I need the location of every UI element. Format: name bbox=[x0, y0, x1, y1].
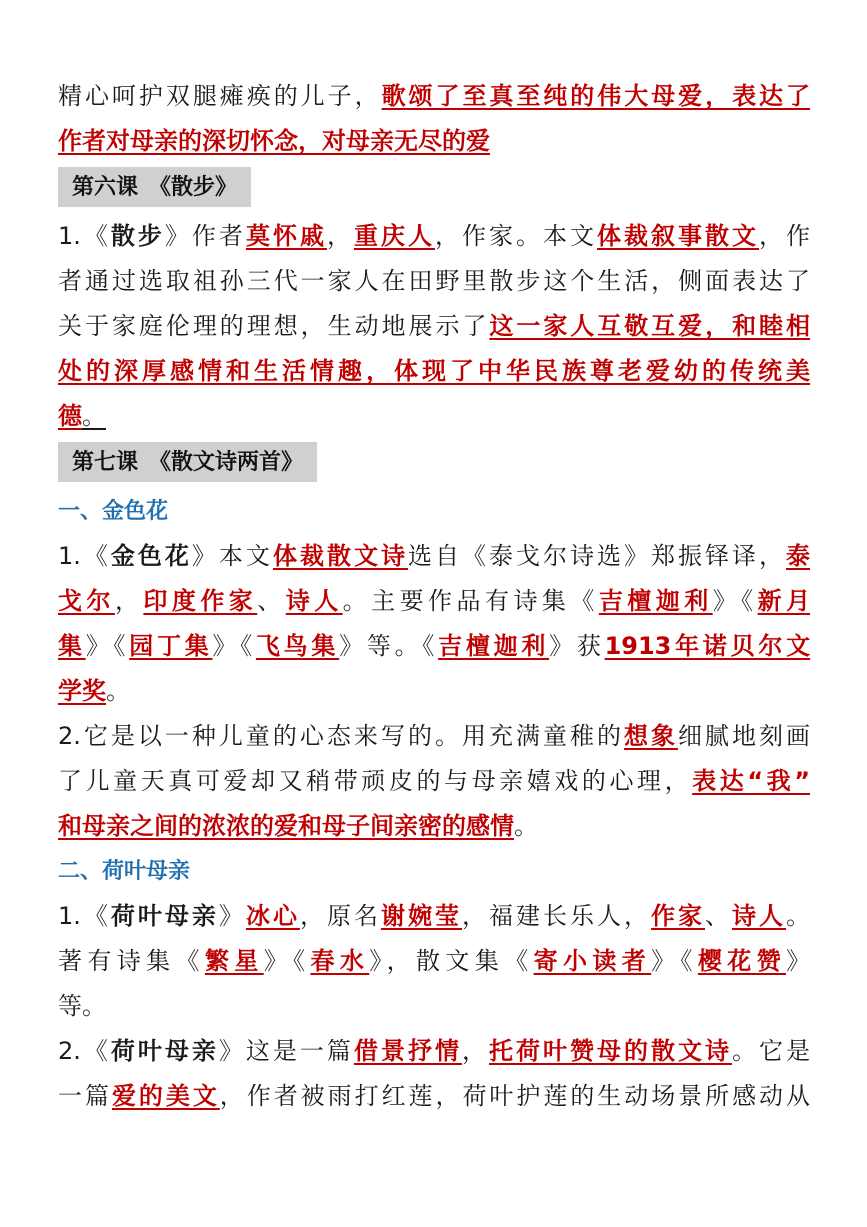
text-line bbox=[58, 349, 810, 394]
document-page bbox=[58, 74, 810, 1119]
highlighted-text: 集 bbox=[58, 632, 86, 660]
text-line bbox=[58, 119, 810, 164]
section-heading: 一、金色花 bbox=[58, 499, 169, 524]
highlighted-text: 想象 bbox=[623, 722, 678, 750]
text-span: 》《 bbox=[651, 947, 698, 975]
text-span: 》，散文集《 bbox=[369, 947, 534, 975]
text-span: 1.《 bbox=[58, 902, 111, 930]
text-line bbox=[58, 214, 810, 259]
text-line bbox=[58, 624, 810, 669]
highlighted-text: 重庆人 bbox=[353, 222, 435, 250]
highlighted-text: 新月 bbox=[757, 587, 811, 615]
text-span: 、 bbox=[705, 902, 733, 930]
text-span: 》 bbox=[218, 902, 246, 930]
highlighted-text: 春水 bbox=[310, 947, 370, 975]
text-span: 一篇 bbox=[58, 1082, 112, 1110]
text-span: 》等。《 bbox=[339, 632, 439, 660]
text-span: 。 bbox=[106, 677, 130, 705]
highlighted-text: 借景抒情 bbox=[353, 1037, 462, 1065]
text-span: 1.《 bbox=[58, 222, 111, 250]
text-span: 关于家庭伦理的理想，生动地展示了 bbox=[58, 312, 490, 340]
text-line bbox=[58, 894, 810, 939]
text-line bbox=[58, 74, 810, 119]
text-line bbox=[58, 579, 810, 624]
text-span: 精心呵护双腿瘫痪的儿子， bbox=[58, 82, 382, 110]
highlighted-text: 园丁集 bbox=[129, 632, 213, 660]
text-line bbox=[58, 669, 810, 714]
text-span: 2.《 bbox=[58, 1037, 111, 1065]
text-span: ，福建长乐人， bbox=[461, 902, 652, 930]
text-span: 。 bbox=[786, 902, 811, 930]
text-span: 》《 bbox=[212, 632, 256, 660]
text-span: 2.它是以一种儿童的心态来写的。用充满童稚的 bbox=[58, 722, 624, 750]
text-span: 》 bbox=[786, 947, 811, 975]
text-span: 。 bbox=[82, 402, 106, 430]
highlighted-text: 表达“我” bbox=[692, 767, 811, 795]
text-span: 选自《泰戈尔诗选》郑振铎译， bbox=[407, 542, 787, 570]
text-span: 》本文 bbox=[191, 542, 273, 570]
text-span: ，原名 bbox=[299, 902, 381, 930]
text-span: 等。 bbox=[58, 992, 106, 1020]
text-span: 、 bbox=[257, 587, 286, 615]
highlighted-text: 和母亲之间的浓浓的爱和母子间亲密的感情 bbox=[58, 812, 514, 840]
highlighted-text: 寄小读者 bbox=[533, 947, 652, 975]
highlighted-text: 印度作家 bbox=[143, 587, 258, 615]
text-span: 》《 bbox=[85, 632, 130, 660]
text-line bbox=[58, 984, 810, 1029]
highlighted-text: 体裁叙事散文 bbox=[597, 222, 760, 250]
text-span: 散步 bbox=[110, 222, 165, 250]
text-span: ，作者被雨打红莲，荷叶护莲的生动场景所感动从 bbox=[219, 1082, 811, 1110]
text-span: ，作家。本文 bbox=[434, 222, 598, 250]
text-line bbox=[58, 304, 810, 349]
text-span: 金色花 bbox=[110, 542, 192, 570]
highlighted-text: 作家 bbox=[651, 902, 706, 930]
highlighted-text: 吉檀迦利 bbox=[598, 587, 713, 615]
highlighted-text: 莫怀戚 bbox=[245, 222, 327, 250]
highlighted-text: 体裁散文诗 bbox=[272, 542, 408, 570]
highlighted-text: 学奖 bbox=[58, 677, 106, 705]
text-span: 细腻地刻画 bbox=[678, 722, 811, 750]
lesson-heading-row bbox=[58, 439, 810, 489]
text-span: 荷叶母亲 bbox=[110, 902, 219, 930]
text-span: 。它是 bbox=[732, 1037, 811, 1065]
text-span: 。 bbox=[514, 812, 538, 840]
highlighted-text: 吉檀迦利 bbox=[438, 632, 550, 660]
text-span: 者通过选取祖孙三代一家人在田野里散步这个生活，侧面表达了 bbox=[58, 267, 810, 295]
text-span: ，作 bbox=[759, 222, 811, 250]
text-span: ， bbox=[326, 222, 354, 250]
highlighted-text: 作者对母亲的深切怀念，对母亲无尽的爱 bbox=[58, 127, 490, 155]
text-line bbox=[58, 714, 810, 759]
highlighted-text: 诗人 bbox=[285, 587, 343, 615]
text-span: 著有诗集《 bbox=[58, 947, 205, 975]
highlighted-text: 飞鸟集 bbox=[255, 632, 340, 660]
lesson-heading-row bbox=[58, 164, 810, 214]
highlighted-text: 处的深厚感情和生活情趣，体现了中华民族尊老爱幼的传统美 bbox=[58, 357, 810, 385]
text-line bbox=[58, 534, 810, 579]
text-span: ， bbox=[114, 587, 144, 615]
text-line bbox=[58, 939, 810, 984]
text-span: 》《 bbox=[712, 587, 758, 615]
highlighted-text: 托荷叶赞母的散文诗 bbox=[488, 1037, 733, 1065]
text-line bbox=[58, 804, 810, 849]
text-line bbox=[58, 1074, 810, 1119]
lesson-heading: 第七课 《散文诗两首》 bbox=[58, 442, 317, 482]
text-span: 荷叶母亲 bbox=[110, 1037, 219, 1065]
highlighted-text: 歌颂了至真至纯的伟大母爱，表达了 bbox=[381, 82, 811, 110]
highlighted-text: 泰 bbox=[786, 542, 811, 570]
lesson-heading: 第六课 《散步》 bbox=[58, 167, 251, 207]
text-line bbox=[58, 259, 810, 304]
text-span: 了儿童天真可爱却又稍带顽皮的与母亲嬉戏的心理， bbox=[58, 767, 693, 795]
highlighted-text: 谢婉莹 bbox=[380, 902, 462, 930]
highlighted-text: 冰心 bbox=[245, 902, 300, 930]
highlighted-text: 爱的美文 bbox=[111, 1082, 220, 1110]
text-span: 》获 bbox=[549, 632, 605, 660]
highlighted-text: 诗人 bbox=[732, 902, 787, 930]
text-line bbox=[58, 394, 810, 439]
text-span: 》这是一篇 bbox=[218, 1037, 354, 1065]
text-span: 》《 bbox=[263, 947, 311, 975]
highlighted-text: 这一家人互敬互爱，和睦相 bbox=[489, 312, 810, 340]
section-heading: 二、荷叶母亲 bbox=[58, 859, 191, 884]
highlighted-text: 1913年诺贝尔文 bbox=[604, 632, 811, 660]
text-span: ， bbox=[461, 1037, 489, 1065]
highlighted-text: 繁星 bbox=[204, 947, 264, 975]
highlighted-text: 德 bbox=[58, 402, 82, 430]
text-line bbox=[58, 759, 810, 804]
highlighted-text: 樱花赞 bbox=[697, 947, 787, 975]
highlighted-text: 戈尔 bbox=[58, 587, 115, 615]
text-span: 1.《 bbox=[58, 542, 111, 570]
text-span: 。主要作品有诗集《 bbox=[342, 587, 599, 615]
text-span: 》作者 bbox=[164, 222, 246, 250]
text-line bbox=[58, 1029, 810, 1074]
